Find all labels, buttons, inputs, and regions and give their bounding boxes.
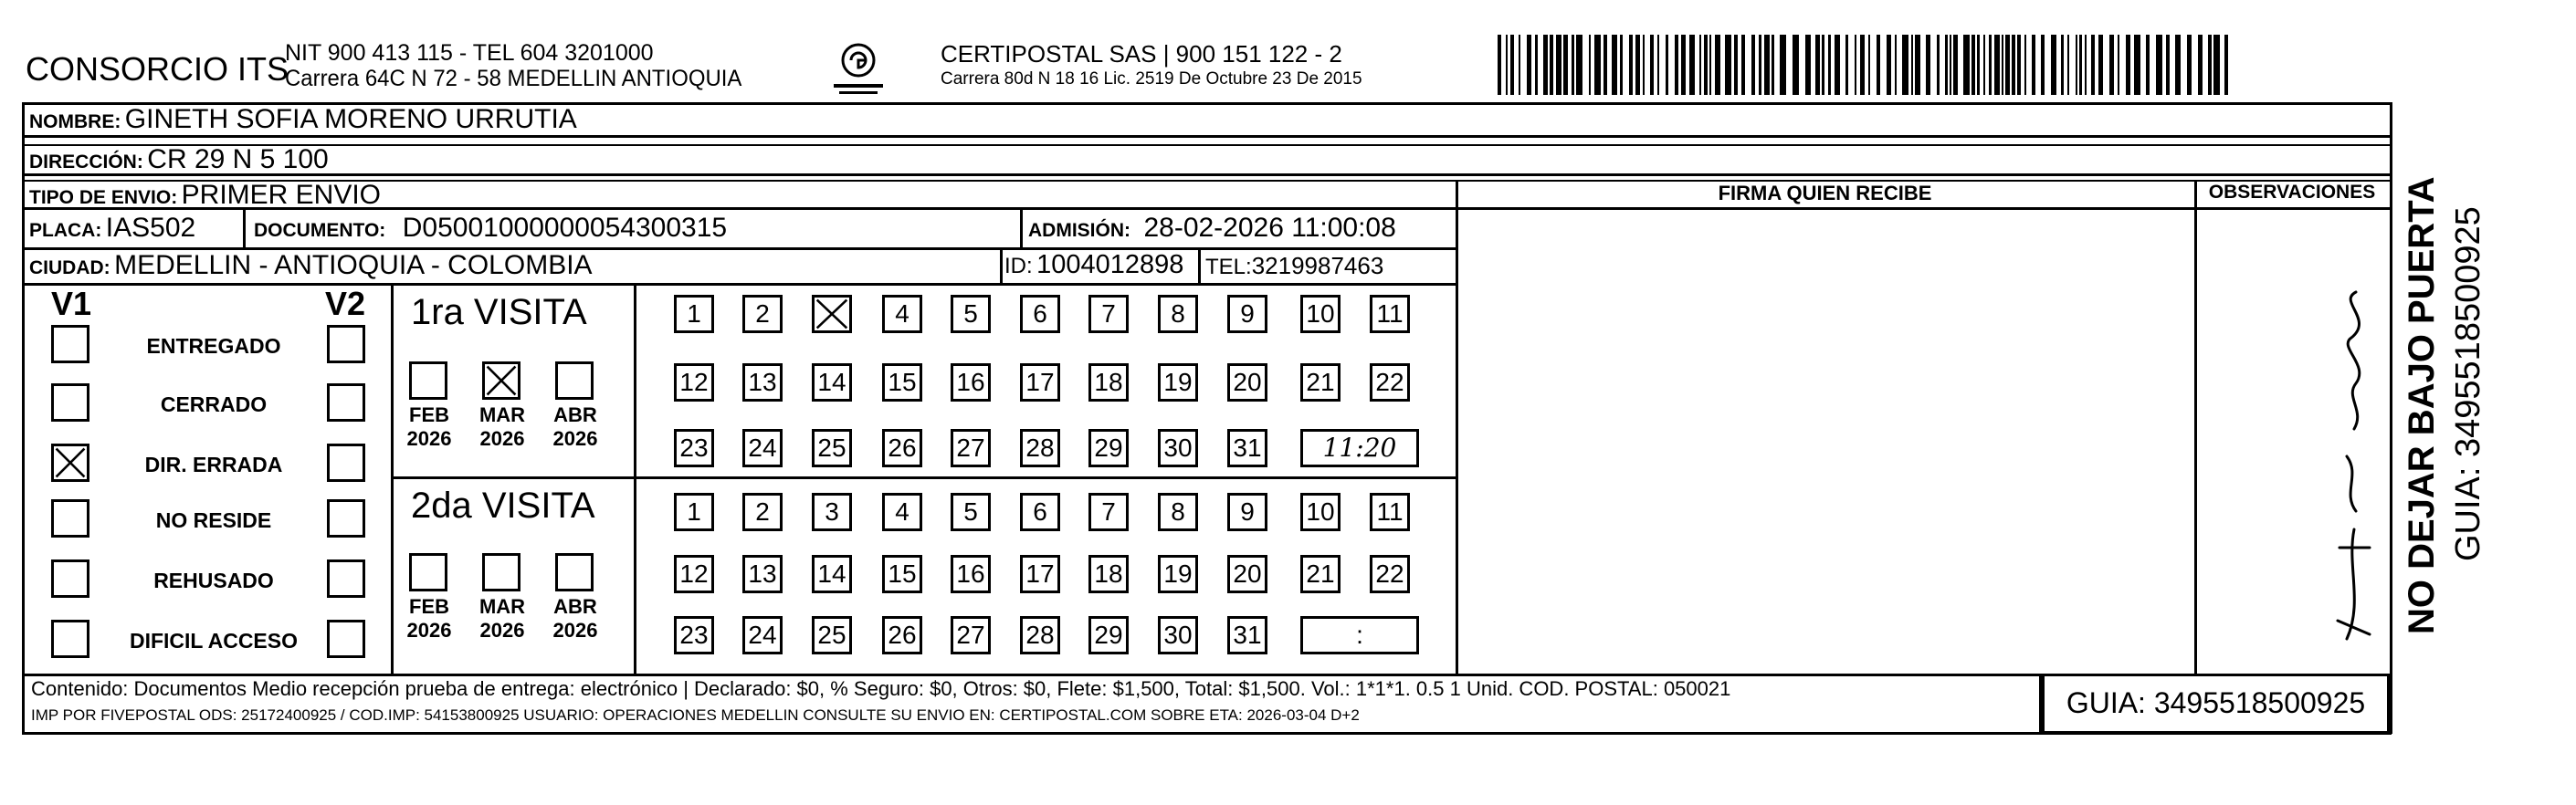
v2-checkbox[interactable] — [327, 620, 365, 658]
v2-checkbox[interactable] — [327, 499, 365, 538]
status-label: REHUSADO — [153, 569, 274, 592]
second-visit-day-box[interactable]: 29 — [1088, 616, 1129, 654]
shipment-type: PRIMER ENVIO — [181, 180, 382, 210]
v1-header: V1 — [51, 285, 92, 322]
signature-area[interactable] — [1458, 209, 2193, 672]
second-visit-day-box[interactable]: 18 — [1088, 555, 1129, 593]
second-visit-month-label: MAR 2026 — [478, 595, 526, 642]
guia-box: GUIA: 3495518500925 — [2042, 674, 2390, 734]
name-row — [29, 104, 577, 135]
city: MEDELLIN - ANTIOQUIA - COLOMBIA — [114, 250, 593, 280]
status-label: ENTREGADO — [146, 334, 281, 358]
plate-row — [29, 213, 195, 244]
second-visit-day-box[interactable]: 6 — [1020, 493, 1060, 531]
first-visit-day-box[interactable]: 29 — [1088, 429, 1129, 467]
second-visit-month-label: FEB 2026 — [406, 595, 452, 642]
first-visit-day-box[interactable]: 13 — [742, 363, 783, 402]
v1-checkbox[interactable] — [51, 383, 89, 422]
first-visit-day-box[interactable]: 7 — [1088, 295, 1129, 333]
second-visit-day-box[interactable]: 25 — [812, 616, 852, 654]
second-visit-day-box[interactable]: 8 — [1158, 493, 1198, 531]
second-visit-day-box[interactable]: 16 — [951, 555, 991, 593]
second-visit-day-box[interactable]: 10 — [1300, 493, 1341, 531]
second-visit-day-box[interactable]: 19 — [1158, 555, 1198, 593]
shipment-type-row — [29, 180, 381, 211]
company-address: Carrera 64C N 72 - 58 MEDELLIN ANTIOQUIA — [285, 66, 742, 91]
first-visit-day-box[interactable]: 1 — [674, 295, 714, 333]
first-visit-day-box[interactable]: 23 — [674, 429, 714, 467]
second-visit-month-checkbox[interactable] — [409, 553, 447, 591]
first-visit-day-box[interactable]: 15 — [882, 363, 922, 402]
first-visit-day-box[interactable]: 28 — [1020, 429, 1060, 467]
first-visit-day-box[interactable] — [812, 295, 852, 333]
first-visit-day-box[interactable]: 11 — [1370, 295, 1410, 333]
first-visit-day-box[interactable]: 14 — [812, 363, 852, 402]
second-visit-day-box[interactable]: 2 — [742, 493, 783, 531]
plate-label: PLACA: — [29, 220, 102, 241]
recipient-name: GINETH SOFIA MORENO URRUTIA — [124, 104, 577, 134]
v1-checkbox[interactable] — [51, 620, 89, 658]
first-visit-month-checkbox[interactable] — [482, 361, 520, 400]
first-visit-day-box[interactable]: 20 — [1227, 363, 1267, 402]
signature-header: FIRMA QUIEN RECIBE — [1718, 182, 1932, 204]
second-visit-day-box[interactable]: 27 — [951, 616, 991, 654]
first-visit-day-box[interactable]: 24 — [742, 429, 783, 467]
second-visit-time-box[interactable]: : — [1300, 616, 1419, 654]
imp-line: IMP POR FIVEPOSTAL ODS: 25172400925 / COD.IMP: 54153800925 USUARIO: OPERACIONES MEDELLIN CONSULTE SU ENVIO EN: CERTIPOSTAL.COM SOBRE ETA: 2026-03-04 D+2 — [31, 706, 1360, 724]
side-vertical-text — [2392, 128, 2575, 639]
id-label: ID: — [1004, 254, 1033, 278]
v1-checkbox[interactable] — [51, 559, 89, 598]
status-label: DIFICIL ACCESO — [129, 629, 298, 653]
v2-checkbox[interactable] — [327, 325, 365, 363]
city-label: CIUDAD: — [29, 257, 110, 278]
second-visit-day-box[interactable]: 21 — [1300, 555, 1341, 593]
second-visit-day-box[interactable]: 11 — [1370, 493, 1410, 531]
second-visit-day-box[interactable]: 3 — [812, 493, 852, 531]
second-visit-day-box[interactable]: 17 — [1020, 555, 1060, 593]
first-visit-day-box[interactable]: 2 — [742, 295, 783, 333]
second-visit-month-label: ABR 2026 — [552, 595, 598, 642]
city-row — [29, 250, 593, 281]
v1-checkbox[interactable] — [51, 444, 89, 482]
second-visit-day-box[interactable]: 15 — [882, 555, 922, 593]
first-visit-day-box[interactable]: 25 — [812, 429, 852, 467]
second-visit-day-box[interactable]: 24 — [742, 616, 783, 654]
first-visit-month-label: ABR 2026 — [552, 403, 598, 450]
v2-checkbox[interactable] — [327, 559, 365, 598]
first-visit-month-checkbox[interactable] — [409, 361, 447, 400]
first-visit-month-label: MAR 2026 — [478, 403, 526, 450]
v2-checkbox[interactable] — [327, 383, 365, 422]
second-visit-day-box[interactable]: 7 — [1088, 493, 1129, 531]
second-visit-day-box[interactable]: 5 — [951, 493, 991, 531]
content-line: Contenido: Documentos Medio recepción prueba de entrega: electrónico | Declarado: $0, % Seguro: $0, Otros: $0, Flete: $1,500, Total: $1,500. Vol.: 1*1*1. 0.5 1 Unid. COD. POSTAL: 050021 — [31, 677, 1731, 700]
company-name: CONSORCIO ITS — [26, 50, 289, 88]
document-label: DOCUMENTO: — [254, 220, 386, 241]
id-number: 1004012898 — [1036, 250, 1184, 279]
first-visit-day-box[interactable]: 22 — [1370, 363, 1410, 402]
second-visit-day-box[interactable]: 12 — [674, 555, 714, 593]
second-visit-day-box[interactable]: 28 — [1020, 616, 1060, 654]
name-label: NOMBRE: — [29, 111, 121, 132]
first-visit-month-label: FEB 2026 — [406, 403, 452, 450]
status-label: DIR. ERRADA — [144, 453, 283, 476]
second-visit-day-box[interactable]: 20 — [1227, 555, 1267, 593]
second-visit-title: 2da VISITA — [411, 486, 595, 526]
plate: IAS502 — [105, 213, 196, 243]
admission-label: ADMISIÓN: — [1028, 220, 1130, 241]
first-visit-month-checkbox[interactable] — [555, 361, 594, 400]
second-visit-month-checkbox[interactable] — [555, 553, 594, 591]
company-nit: NIT 900 413 115 - TEL 604 3201000 — [285, 40, 654, 66]
first-visit-day-box[interactable]: 6 — [1020, 295, 1060, 333]
tel-label: TEL: — [1205, 255, 1252, 279]
first-visit-title: 1ra VISITA — [411, 292, 587, 332]
side-guia: GUIA: 3495518500925 — [2449, 206, 2487, 561]
tel-number: 3219987463 — [1251, 252, 1384, 279]
recipient-address: CR 29 N 5 100 — [147, 144, 329, 174]
first-visit-day-box[interactable]: 21 — [1300, 363, 1341, 402]
first-visit-day-box[interactable]: 31 — [1227, 429, 1267, 467]
second-visit-day-box[interactable]: 30 — [1158, 616, 1198, 654]
carrier-address: Carrera 80d N 18 16 Lic. 2519 De Octubre 23 De 2015 — [941, 69, 1362, 89]
second-visit-day-box[interactable]: 13 — [742, 555, 783, 593]
first-visit-day-box[interactable]: 26 — [882, 429, 922, 467]
first-visit-day-box[interactable]: 10 — [1300, 295, 1341, 333]
tel-row — [1205, 252, 1383, 280]
first-visit-day-box[interactable]: 5 — [951, 295, 991, 333]
first-visit-day-box[interactable]: 30 — [1158, 429, 1198, 467]
certipostal-logo-icon — [826, 38, 890, 102]
no-dejar-label: NO DEJAR BAJO PUERTA — [2402, 176, 2442, 634]
carrier-name: CERTIPOSTAL SAS | 900 151 122 - 2 — [941, 40, 1342, 68]
second-visit-day-box[interactable]: 23 — [674, 616, 714, 654]
second-visit-day-box[interactable]: 26 — [882, 616, 922, 654]
document-number: D05001000000054300315 — [402, 213, 728, 243]
v2-header: V2 — [325, 285, 366, 322]
first-visit-day-box[interactable]: 27 — [951, 429, 991, 467]
v1-checkbox[interactable] — [51, 499, 89, 538]
first-visit-day-box[interactable]: 17 — [1020, 363, 1060, 402]
status-label: CERRADO — [160, 392, 268, 416]
first-visit-time-box[interactable]: 11:20 — [1300, 429, 1419, 467]
second-visit-day-box[interactable]: 22 — [1370, 555, 1410, 593]
admission-row — [1028, 213, 1396, 244]
handwritten-signature-icon — [2319, 274, 2383, 657]
first-visit-day-box[interactable]: 12 — [674, 363, 714, 402]
first-visit-day-box[interactable]: 16 — [951, 363, 991, 402]
second-visit-day-box[interactable]: 31 — [1227, 616, 1267, 654]
observations-header: OBSERVACIONES — [2208, 182, 2376, 203]
v2-checkbox[interactable] — [327, 444, 365, 482]
first-visit-day-box[interactable]: 18 — [1088, 363, 1129, 402]
barcode-icon — [1498, 35, 2228, 95]
first-visit-day-box[interactable]: 8 — [1158, 295, 1198, 333]
address-row — [29, 144, 329, 175]
first-visit-day-box[interactable]: 19 — [1158, 363, 1198, 402]
second-visit-day-box[interactable]: 9 — [1227, 493, 1267, 531]
second-visit-day-box[interactable]: 14 — [812, 555, 852, 593]
status-label: NO RESIDE — [155, 508, 272, 532]
first-visit-day-box[interactable]: 4 — [882, 295, 922, 333]
v1-checkbox[interactable] — [51, 325, 89, 363]
second-visit-day-box[interactable]: 1 — [674, 493, 714, 531]
shipment-type-label: TIPO DE ENVIO: — [29, 187, 178, 208]
first-visit-day-box[interactable]: 9 — [1227, 295, 1267, 333]
document-row — [254, 213, 727, 244]
second-visit-day-box[interactable]: 4 — [882, 493, 922, 531]
id-row — [1004, 250, 1183, 280]
second-visit-month-checkbox[interactable] — [482, 553, 520, 591]
admission-date: 28-02-2026 11:00:08 — [1143, 213, 1396, 243]
address-label: DIRECCIÓN: — [29, 152, 143, 172]
